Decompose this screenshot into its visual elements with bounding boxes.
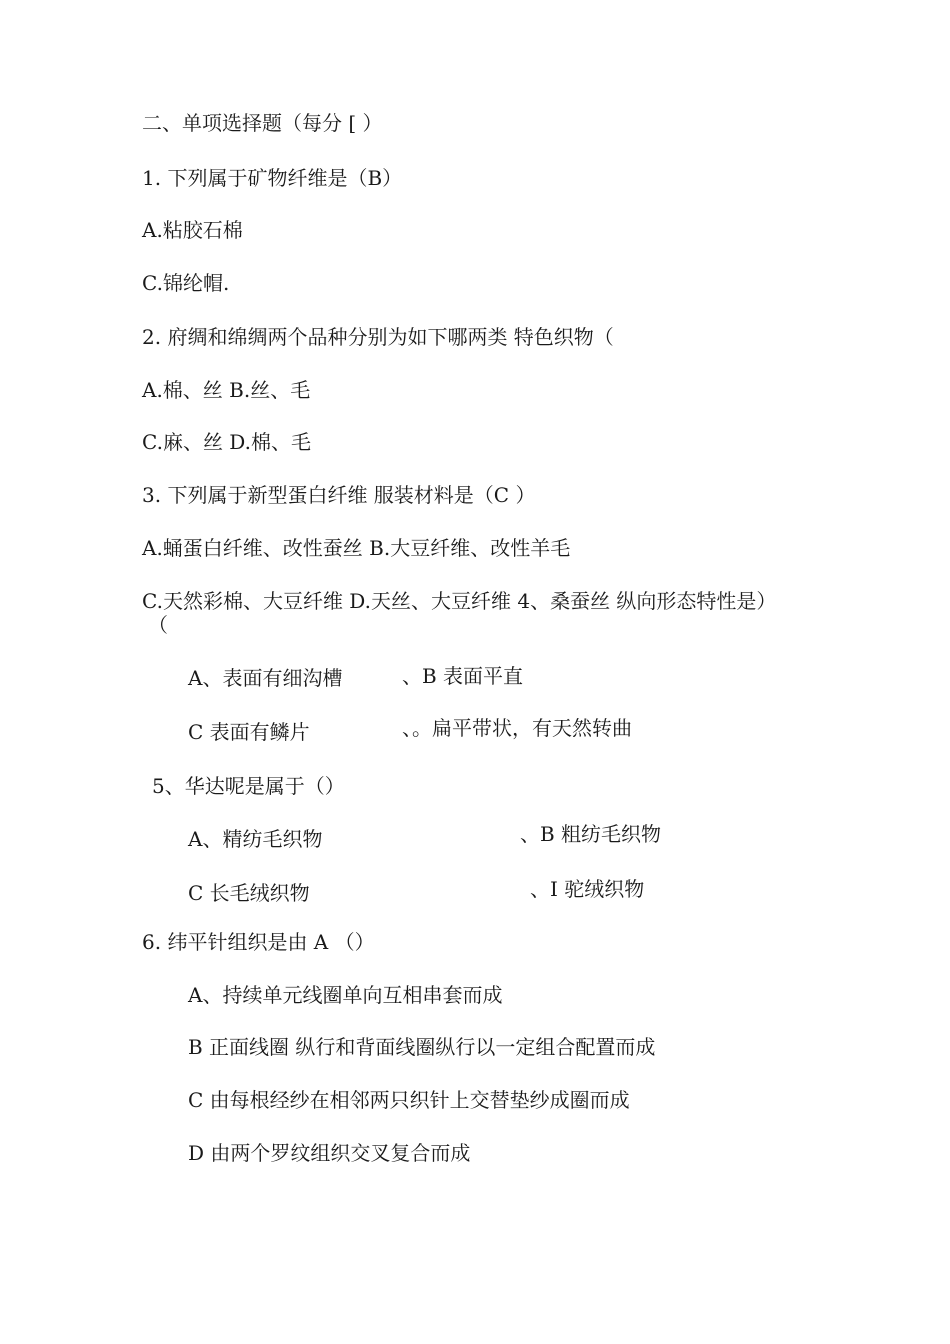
question-3-options-cd-continuation: （ xyxy=(148,613,168,637)
question-3-stem: 3. 下列属于新型蛋白纤维 服装材料是（C ） xyxy=(142,483,536,507)
question-5-option-c: C 长毛绒织物 xyxy=(188,881,310,905)
question-4-option-b: 、B 表面平直 xyxy=(402,664,524,688)
question-6-option-c: C 由每根经纱在相邻两只织针上交替垫纱成圈而成 xyxy=(188,1088,630,1112)
question-4-option-c: C 表面有鳞片 xyxy=(188,720,310,744)
question-6-option-a: A、持续单元线圈单向互相串套而成 xyxy=(188,983,503,1007)
question-2-options-ab: A.棉、丝 B.丝、毛 xyxy=(142,378,311,402)
question-1-stem: 1. 下列属于矿物纤维是（B） xyxy=(142,166,403,190)
question-1-option-c: C.锦纶帽. xyxy=(142,271,230,295)
question-4-option-a: A、表面有细沟槽 xyxy=(188,666,343,690)
question-3-options-ab: A.蛹蛋白纤维、改性蚕丝 B.大豆纤维、改性羊毛 xyxy=(142,536,571,560)
question-2-stem: 2. 府绸和绵绸两个品种分别为如下哪两类 特色织物（ xyxy=(142,325,614,349)
question-5-option-a: A、精纺毛织物 xyxy=(188,827,323,851)
question-5-option-b: 、B 粗纺毛织物 xyxy=(520,822,662,846)
question-2-options-cd: C.麻、丝 D.棉、毛 xyxy=(142,430,311,454)
question-5-option-d: 、I 驼绒织物 xyxy=(530,877,645,901)
section-title: 二、单项选择题（每分 [ ） xyxy=(142,111,383,135)
question-4-option-d: 、。扁平带状，有天然转曲 xyxy=(402,716,632,740)
question-5-stem: 5、华达呢是属于（） xyxy=(152,774,345,798)
question-1-option-a: A.粘胶石棉 xyxy=(142,218,243,242)
question-6-stem: 6. 纬平针组织是由 A （） xyxy=(142,930,375,954)
question-6-option-b: B 正面线圈 纵行和背面线圈纵行以一定组合配置而成 xyxy=(188,1035,656,1059)
question-6-option-d: D 由两个罗纹组织交叉复合而成 xyxy=(188,1141,471,1165)
question-3-options-cd: C.天然彩棉、大豆纤维 D.天丝、大豆纤维 4、桑蚕丝 纵向形态特性是） xyxy=(142,589,777,613)
